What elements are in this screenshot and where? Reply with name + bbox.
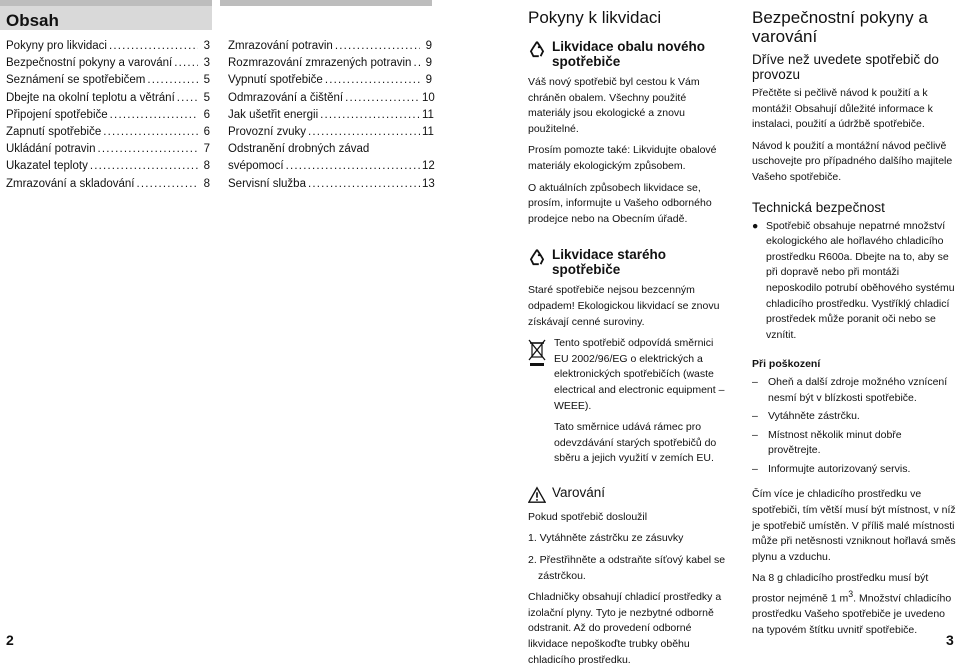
toc-entry[interactable]: Seznámení se spotřebičem ..... 5: [6, 72, 210, 89]
warning-step-1: 1. Vytáhněte zástrčku ze zásuvky: [528, 532, 684, 545]
warning-triangle-icon: [528, 486, 546, 504]
packaging-text-3: O aktuálních způsobech likvidace se, prosím, informujte u Vašeho odborného prodejce nebo na Obecním úřadě.: [528, 181, 712, 225]
toc-column-1: [6, 38, 210, 193]
packaging-text-2: Prosím pomozte také: Likvidujte obalové materiály ekologickým způsobem.: [528, 144, 717, 172]
damage-item: – Oheň a další zdroje možného vznícení nesmí být v blízkosti spotřebiče.: [752, 375, 948, 404]
technical-safety-heading: Technická bezpečnost: [752, 199, 885, 215]
toc-entry[interactable]: Připojení spotřebiče ..... 6: [6, 107, 210, 124]
warning-heading-row: [528, 485, 726, 504]
toc-title: Obsah: [6, 11, 59, 30]
safety-title: Bezpečnostní pokyny a varování: [752, 8, 928, 46]
toc-entry[interactable]: Servisní služba ..... 13: [228, 176, 432, 193]
before-use-text-2: Návod k použití a montážní návod pečlivě uschovejte pro případného dalšího majitele Vašeho spotřebiče.: [752, 139, 953, 183]
weee-text-2: Tato směrnice udává rámec pro odevzdávání starých spotřebičů do sběru a jejich využití v zemích EU.: [554, 421, 717, 465]
bullet-icon: ●: [752, 219, 759, 232]
warning-heading: Varování: [552, 484, 606, 500]
damage-heading: Při poškození: [752, 358, 821, 371]
page-number-right: 3: [946, 632, 954, 648]
weee-text-1: Tento spotřebič odpovídá směrnici EU 2002/96/EG o elektrických a elektronických spotřebičích (waste electrical and electronic equipment – WEEE).: [554, 337, 725, 412]
old-appliance-heading: Likvidace starého spotřebiče: [552, 247, 667, 278]
packaging-heading-row: [528, 39, 726, 69]
recycle-icon: [528, 248, 546, 266]
packaging-heading: Likvidace obalu nového spotřebiče: [552, 39, 706, 69]
packaging-text-1: Váš nový spotřebič byl cestou k Vám chráněn obalem. Všechny použité materiály jsou ekologické a znovu použitelné.: [528, 76, 700, 135]
toc-entry[interactable]: Pokyny pro likvidaci ..... 3: [6, 38, 210, 55]
toc-column-2: [228, 38, 435, 193]
weee-block: [528, 336, 726, 467]
before-use-text-1: Přečtěte si pečlivě návod k použití a k montáži! Obsahují důležité informace k instalaci, použití a údržbě spotřebiče.: [752, 87, 933, 131]
toc-entry[interactable]: Zmrazování a skladování ..... 8: [6, 176, 210, 193]
toc-entry[interactable]: Odmrazování a čištění ..... 10: [228, 90, 432, 107]
toc-entry[interactable]: Jak ušetřit energii ..... 11: [228, 107, 432, 124]
toc-entry[interactable]: Odstranění drobných závad svépomocí ..... 12: [228, 141, 432, 175]
page-number-left: 2: [6, 632, 14, 648]
room-size-text: Čím více je chladicího prostředku ve spotřebiči, tím větší musí být místnost, v níž je spotřebič umístěn. V příliš malé místnosti může při netěsnosti vzniknout hořlavá směs plynu a vzduchu.: [752, 488, 956, 563]
before-use-heading: Dříve než uvedete spotřebič do provozu: [752, 52, 939, 82]
crossed-bin-icon: [528, 338, 546, 368]
warning-text: Chladničky obsahují chladicí prostředky a izolační plyny. Tyto je nezbytné odborně odstranit. Až do provedení odborné likvidace nepoškoďte trubky oběhu chladicího prostředku.: [528, 591, 722, 666]
toc-header-bar: [220, 0, 432, 6]
toc-entry[interactable]: Bezpečnostní pokyny a varování ..... 3: [6, 55, 210, 72]
disposal-section: [528, 8, 726, 668]
toc-entry[interactable]: Rozmrazování zmrazených potravin ..... 9: [228, 55, 432, 72]
toc-header: [0, 0, 212, 30]
safety-section: [752, 8, 957, 638]
warning-step-2: 2. Přestřihněte a odstraňte síťový kabel se zástrčkou.: [528, 554, 726, 582]
toc-entry[interactable]: Dbejte na okolní teplotu a větrání ..... 5: [6, 90, 210, 107]
toc-entry[interactable]: Zmrazování potravin ..... 9: [228, 38, 432, 55]
toc-entry[interactable]: Vypnutí spotřebiče ..... 9: [228, 72, 432, 89]
recycle-icon: [528, 40, 546, 58]
warning-intro: Pokud spotřebič dosloužil: [528, 510, 648, 523]
toc-entry[interactable]: Zapnutí spotřebiče ..... 6: [6, 124, 210, 141]
old-appliance-heading-row: [528, 247, 726, 277]
old-appliance-text-1: Staré spotřebiče nejsou bezcenným odpadem! Ekologickou likvidací se znovu získávají cenné suroviny.: [528, 284, 720, 328]
disposal-title: Pokyny k likvidaci: [528, 8, 662, 27]
refrigerant-amount-text: Na 8 g chladicího prostředku musí být prostor nejméně 1 $m^3$. Množství chladicího prostředku Vašeho spotřebiče je uvedeno na typovém štítku uvnitř spotřebiče.: [752, 572, 952, 636]
damage-item: – Vytáhněte zástrčku.: [752, 410, 860, 423]
toc-entry[interactable]: Provozní zvuky ..... 11: [228, 124, 432, 141]
toc-entry[interactable]: Ukládání potravin ..... 7: [6, 141, 210, 158]
toc-entry[interactable]: Ukazatel teploty ..... 8: [6, 158, 210, 175]
damage-item: – Místnost několik minut dobře provětrejte.: [752, 428, 902, 457]
damage-item: – Informujte autorizovaný servis.: [752, 462, 911, 475]
technical-safety-bullet: ● Spotřebič obsahuje nepatrné množství ekologického ale hořlavého chladicího prostředku R600a. Dbejte na to, aby se při dopravě nebo při montáži neposkodilo potrubí oběhového systému chladicího prostředku. Vystříklý chladicí prostředek může poranit oči nebo se vznítit.: [752, 219, 957, 344]
